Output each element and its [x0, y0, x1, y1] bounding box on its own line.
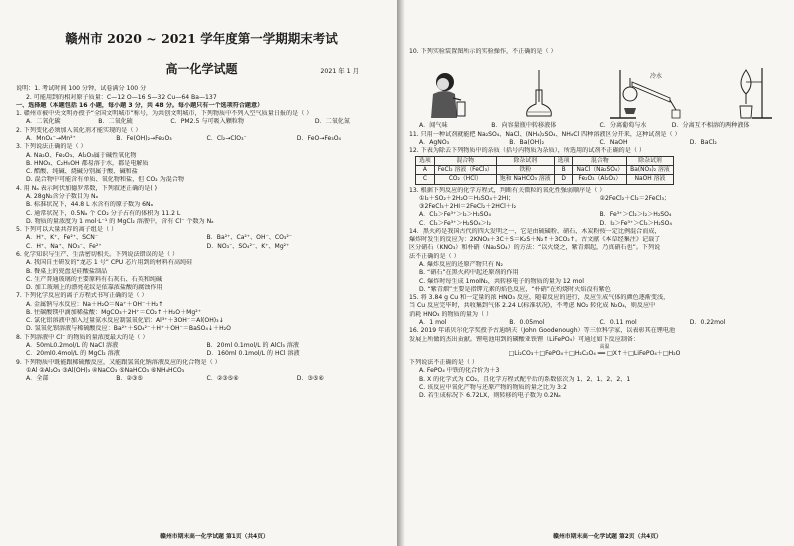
- option: C. 该反应中氧化产物与还原产物的物质的量之比为 3:2: [419, 383, 567, 391]
- option: A．1 mol: [419, 319, 447, 326]
- option: D．FeO→Fe₃O₄: [296, 135, 341, 142]
- table-header: 选项: [554, 157, 573, 166]
- q11-options: [409, 139, 780, 147]
- question-10: 10. 下列实验装置图所示的实验操作，不正确的是（ ）: [409, 48, 557, 55]
- table-cell: Ba(NO₃)₂ 溶液: [627, 166, 674, 175]
- table-cell: A: [416, 166, 435, 175]
- option: D．二氧化氮: [314, 118, 350, 126]
- option: B. “硝石”在黑火药中起还原剂的作用: [419, 269, 519, 277]
- option: D．③⑤⑥: [296, 375, 324, 383]
- option: B. X 的化学式为 CO₂，且化学方程式配平后的系数依次为 1、2、1、2、2、1: [419, 375, 631, 383]
- table-row: [416, 166, 674, 175]
- question-8: 8. 下列溶液中 Cl⁻ 的物质的量浓度最大的是（ ）: [16, 333, 149, 341]
- question-15: 15. 将 3.84 g Cu 和一定量的浓 HNO₃ 反应，随着反应的进行，反应生成气体的颜色逐渐变浅，: [409, 294, 670, 302]
- q15-options: [409, 319, 780, 327]
- option: A. 爆炸反应的还原产物只有 N₂: [419, 261, 503, 269]
- q16-question: 下列说法不正确的是（ ）: [409, 359, 478, 367]
- question-13: 13. 根据下列反应的化学方程式，判断有关微粒的氧化性强弱顺序是（ ）: [409, 186, 606, 194]
- note-2: 2. 可能用到的相对原子质量：C—12 O—16 S—32 Cu—64 Ba—137: [26, 93, 217, 101]
- option: B. 往碳酸镁中滴加稀盐酸：MgCO₃＋2H⁺＝CO₂↑＋H₂O＋Mg²⁺: [26, 308, 201, 316]
- equation: ③2FeCl₃＋2HI＝2FeCl₂＋2HCl＋I₂: [419, 203, 517, 211]
- option: B．Ba²⁺、Ca²⁺、OH⁻、CO₃²⁻: [206, 234, 293, 242]
- exam-date: 2021 年 1 月: [320, 67, 359, 75]
- q10-figures: [409, 56, 780, 122]
- page-footer-right: 赣州市期末高一化学试题 第2页（共4页）: [553, 534, 662, 541]
- option: D. 氢氧化钡溶液与稀硫酸反应：Ba²⁺＋SO₄²⁻＋H⁺＋OH⁻＝BaSO₄↓＋H₂O: [26, 325, 231, 333]
- question-5: 5. 下列可以大量共存的离子组是（ ）: [16, 226, 118, 234]
- table-header: 混合物: [573, 157, 627, 166]
- option: C．NaOH: [599, 138, 628, 146]
- question-14-cont: 法不正确的是（ ）: [409, 252, 460, 260]
- question-15-cont: 消耗 HNO₃ 的物质的量为（ ）: [409, 310, 493, 318]
- table-header: 除杂试剂: [627, 157, 674, 166]
- option: D. “紫青烟”主要是指钾元素的焰色反应，“朴硝”在灼烧时火焰没有紫色: [419, 285, 611, 293]
- option: B．二氧化硫: [98, 118, 133, 126]
- option: C. 醋酸、纯碱、烧碱分别属于酸、碱和盐: [26, 168, 138, 176]
- option: C. 氯化铝溶液中加入过量氨水反应制氢氧化铝：Al³⁺＋3OH⁻＝Al(OH)₃↓: [26, 317, 224, 325]
- q1-options: [16, 118, 387, 126]
- q9-items: ①Al ②Al₂O₃ ③Al(OH)₃ ④NaCO₃ ⑤NaHCO₃ ⑥NH₄HCO₃: [26, 366, 185, 374]
- option: A. Na₂O、Fe₂O₃、Al₂O₃属于碱性氧化物: [26, 151, 137, 159]
- table-header: 混合物: [434, 157, 496, 166]
- option: C．20ml0.4mol/L 的 MgCl₂ 溶液: [26, 350, 120, 358]
- q13-equations: [409, 195, 780, 203]
- option: A．H⁺、K⁺、Fe²⁺、SCN⁻: [26, 234, 99, 242]
- option: B．Ba(OH)₂: [509, 138, 545, 146]
- table-cell: NaCl（Na₂SO₄）: [573, 166, 627, 175]
- option: C．分离葡萄与水: [599, 122, 647, 130]
- table-header: 选项: [416, 157, 435, 166]
- distillation-figure: [606, 64, 686, 120]
- option: A. 我国自主研发的“龙芯 1 号” CPU 芯片用到的材料有高纯硅: [26, 259, 193, 267]
- option: C．Cl₂＞Fe³⁺＞H₂SO₄＞I₂: [419, 219, 491, 227]
- option: D．分离互不相溶的两种液体: [671, 122, 750, 130]
- option: D. 物质的量浓度为 1 mol·L⁻¹ 的 MgCl₂ 溶液中，含有 Cl⁻ 个数为 Nₐ: [26, 217, 214, 225]
- option: B. HNO₃、C₂H₅OH 都易溶于水，都是电解质: [26, 159, 149, 167]
- table-cell: CO₂（HCl）: [434, 175, 496, 184]
- option: B. 餐桌上的瓷盘是硅酸盐制品: [26, 267, 108, 275]
- volumetric-flask-figure: [519, 68, 559, 120]
- option: D．I₂＞Fe³⁺＞Cl₂＞H₂SO₄: [599, 219, 672, 227]
- note-1: 说明：1. 考试时间 100 分钟，试卷满分 100 分: [16, 85, 147, 93]
- question-4: 4. 用 Nₐ 表示阿伏加德罗常数，下列叙述正确的是( ): [16, 184, 158, 192]
- table-row: [416, 175, 674, 184]
- option: B．Fe(OH)₂→Fe₂O₃: [116, 135, 172, 142]
- section-heading: 一、选择题（本题包括 16 小题，每小题 3 分，共 48 分。每小题只有一个选项符合题意）: [16, 101, 264, 109]
- q10-label-cold-water: 冷水: [649, 73, 662, 81]
- q12-table: [415, 156, 674, 184]
- option: B．0.05mol: [509, 319, 545, 326]
- option: D．0.22mol: [689, 319, 726, 326]
- q5-options-row2: [16, 243, 387, 251]
- option: A．Cl₂＞Fe³⁺＞I₂＞H₂SO₄: [419, 211, 491, 219]
- q16-equation: □Li₂CO₃＋□FePO₄＋□H₂C₂O₄ ══ □X↑＋□LiFePO₄＋□H₂O: [508, 349, 681, 357]
- question-14-cont: 爆炸时发生的反应为：2KNO₃＋3C＋S＝K₂S＋N₂↑＋3CO₂↑。古文献《本草经集注》记载了: [409, 236, 661, 244]
- option: D．160ml 0.1mol/L 的 HCl 溶液: [206, 350, 300, 358]
- q2-options: [16, 135, 387, 143]
- q5-options-row1: [16, 234, 387, 242]
- option: D. 若生成标况下 6.72LX，则转移的电子数为 0.2Nₐ: [419, 392, 561, 400]
- option: A. 28gN₂含分子数目为 Nₐ: [26, 192, 99, 200]
- table-header: 除杂试剂: [496, 157, 554, 166]
- table-cell: C: [416, 175, 435, 184]
- option: C．②③⑤⑥: [206, 375, 239, 383]
- option: A. 金属钠与水反应：Na＋H₂O＝Na⁺＋OH⁻＋H₂↑: [26, 300, 164, 308]
- table-cell: Fe₂O₃（Al₂O₃）: [573, 175, 627, 184]
- q16-equation-block: [409, 345, 780, 358]
- q16-condition: 高温: [599, 343, 610, 350]
- option: C．0.11 mol: [599, 319, 637, 326]
- exam-subtitle: [16, 61, 387, 77]
- table-cell: 饱和 NaHCO₃ 溶液: [496, 175, 554, 184]
- option: A．全部: [26, 375, 49, 383]
- q8-options-row2: [16, 350, 387, 358]
- option: A．AgNO₃: [419, 138, 450, 146]
- question-3: 3. 下列说法正确的是（ ）: [16, 143, 87, 151]
- question-9: 9. 下列物质中既能跟稀硫酸反应，又能跟氢氧化钠溶液反应的化合物是（ ）: [16, 358, 221, 366]
- option: C. 爆炸时每生成 1molN₂，共转移电子的物质的量为 12 mol: [419, 277, 584, 285]
- q13-options-row2: [409, 220, 780, 228]
- table-cell: B: [554, 166, 573, 175]
- table-cell: FeCl₂ 溶液（FeCl₃）: [434, 166, 496, 175]
- exam-title: 赣州市 2020 ~ 2021 学年度第一学期期末考试: [65, 31, 338, 46]
- question-6: 6. 化学知识与生产、生活密切相关。下列说法错误的是（ ）: [16, 250, 179, 258]
- option: C. 生产普通玻璃的主要原料有石灰石、石英和纯碱: [26, 275, 163, 283]
- page-footer-left: 赣州市期末高一化学试题 第1页（共4页）: [160, 534, 269, 541]
- question-11: 11. 只用一种试剂就能把 Na₂SO₄、NaCl、(NH₄)₂SO₄、NH₄Cl 四种溶液区分开来，这种试剂是（ ）: [409, 130, 681, 138]
- table-cell: NaOH 溶液: [627, 175, 674, 184]
- option: A. FePO₄ 中铁的化合价为＋3: [419, 367, 500, 375]
- option: C．Cl₂→ClO₃⁻: [206, 135, 247, 142]
- q13-options-row1: [409, 211, 780, 219]
- option: A．50mL0.2mol/L 的 NaCl 溶液: [26, 342, 119, 350]
- option: B．20ml 0.1mol/L 的 AlCl₃ 溶液: [206, 342, 299, 350]
- question-15-cont: 当 Cu 反应完毕时，共收集到气体 2.24 L(标准状况)，不考虑 NO₂ 转化成 N₂O₄，则反应中: [409, 302, 656, 310]
- option: B．②③⑤: [116, 375, 143, 383]
- option: C．H⁺、Na⁺、NO₃⁻、Fe²⁺: [26, 242, 102, 250]
- equation: ②2FeCl₂＋Cl₂＝2FeCl₃；: [599, 194, 671, 202]
- option: B．Fe³⁺＞Cl₂＞I₂＞H₂SO₄: [599, 211, 672, 219]
- option: A．MnO₄⁻→Mn²⁺: [26, 135, 76, 142]
- question-7: 7. 下列化学反应的离子方程式书写正确的是（ ）: [16, 292, 148, 300]
- question-1: 1. 赣州市被中央文明办授予“全国文明城市”称号，为共创文明城市，下列物质中不列入空气质量日报的是（ ）: [16, 110, 313, 118]
- page-fold-shadow: [397, 0, 405, 546]
- option: A．闻气味: [419, 122, 448, 130]
- smell-gas-figure: [423, 68, 473, 120]
- q9-options: [16, 375, 387, 383]
- question-14-cont: 区分硝石（KNO₃）和朴硝（Na₂SO₄）的方法：“以火烧之，紫青烟起，乃真硝石也”。下列说: [409, 244, 661, 252]
- option: D. 加工玻璃上的漂亮花纹是依靠浓盐酸的腐蚀作用: [26, 284, 163, 292]
- table-row: [416, 157, 674, 166]
- option: A．二氧化碳: [26, 118, 61, 126]
- subtitle-text: 高一化学试题: [165, 62, 238, 76]
- question-14: 14．黑火药是我国古代的四大发明之一，它是由硫磺粉、硝石、木炭粉按一定比例混合而成，: [409, 227, 661, 235]
- question-16: 16. 2019 年诺贝尔化学奖授予古迪纳夫（John Goodenough）等三位科学家，以表彰其在锂电池: [409, 327, 676, 335]
- option: D. 混合物中可能含有单质、氧化物和盐，但 CO₂ 为混合物: [26, 176, 184, 184]
- q10-options: [409, 122, 780, 130]
- option: D．BaCl₂: [689, 138, 717, 146]
- table-cell: D: [554, 175, 573, 184]
- separatory-funnel-figure: [732, 64, 776, 120]
- page-right: [397, 0, 794, 546]
- option: C. 通常状况下，0.5Nₐ 个 CO₂ 分子占有的体积为 11.2 L: [26, 209, 181, 217]
- option: B. 标准状况下，44.8 L 水含有的原子数为 6Nₐ: [26, 201, 153, 209]
- equation: ①I₂＋SO₂＋2H₂O＝H₂SO₄＋2HI；: [419, 194, 515, 202]
- table-cell: 铁粉: [496, 166, 554, 175]
- option: D．NO₃⁻、SO₄²⁻、K⁺、Mg²⁺: [206, 242, 290, 250]
- question-2: 2. 下列变化必须加入氧化剂才能实现的是（ ）: [16, 126, 142, 134]
- question-12: 12. 下表为除去下列物质中的杂质（括号内物质为杂质），所选用的试剂不正确的是（ ）: [409, 147, 645, 155]
- option: B．向容量瓶中转移液体: [491, 122, 557, 130]
- question-16-cont: 发展上所做的杰出贡献。锂电池用到的磷酸亚铁锂（LiFePO₄）可通过如下反应制备：: [409, 335, 640, 343]
- option: C．PM2.5 与可吸入颗粒物: [170, 118, 244, 126]
